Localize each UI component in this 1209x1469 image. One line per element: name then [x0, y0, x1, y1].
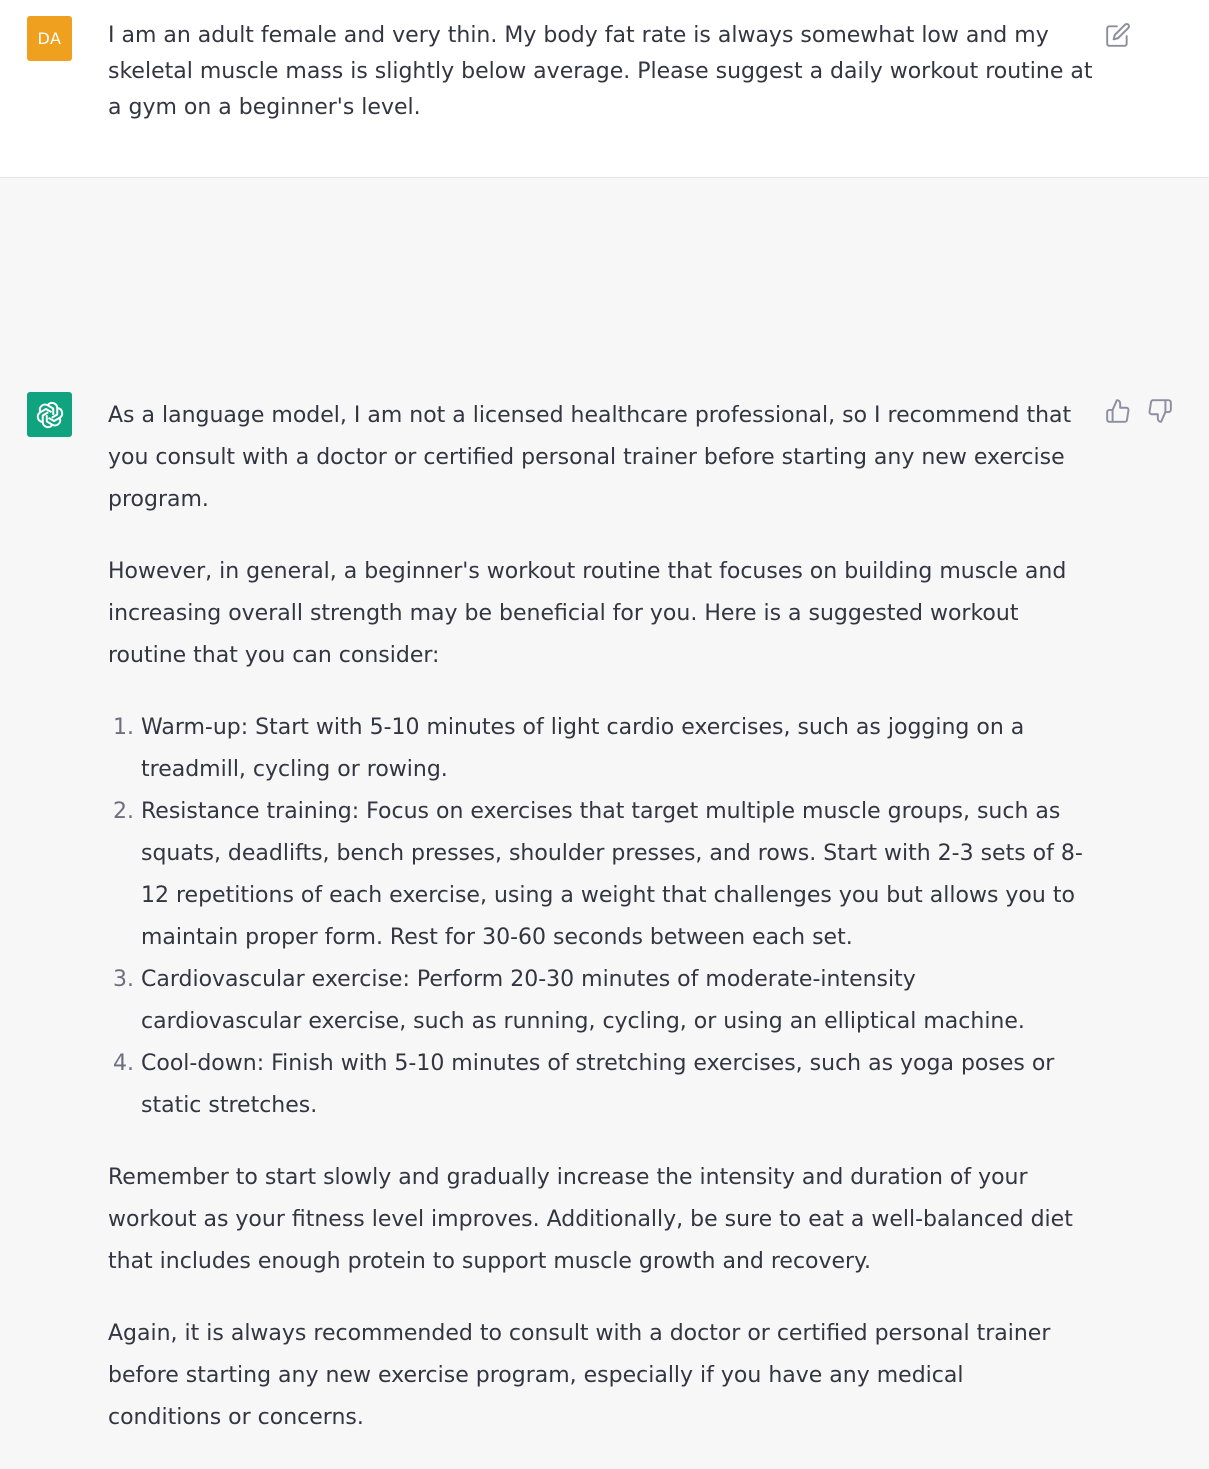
- workout-steps-list: [108, 707, 1083, 1127]
- assistant-avatar: [27, 392, 72, 437]
- list-item: 1. Warm-up: Start with 5-10 minutes of light cardio exercises, such as jogging on a treadmill, cycling or rowing.: [141, 707, 1083, 791]
- intro-paragraph: As a language model, I am not a licensed healthcare professional, so I recommend that you consult with a doctor or certified personal trainer before starting any new exercise program.: [108, 403, 1072, 512]
- closing-paragraph: Again, it is always recommended to consult with a doctor or certified personal trainer before starting any new exercise program, especially if you have any medical conditions or concerns.: [108, 1321, 1051, 1430]
- list-item: 2. Resistance training: Focus on exercises that target multiple muscle groups, such as squats, deadlifts, bench presses, shoulder presses, and rows. Start with 2-3 sets of 8-12 repetitions of each exercise, using a weight that challenges you but allows you to maintain proper form. Rest for 30-60 seconds between each set.: [141, 791, 1083, 959]
- list-item: 4. Cool-down: Finish with 5-10 minutes of stretching exercises, such as yoga poses or static stretches.: [141, 1043, 1083, 1127]
- thumbs-down-icon[interactable]: [1147, 398, 1173, 424]
- edit-icon[interactable]: [1105, 22, 1131, 48]
- openai-logo-icon: [35, 400, 65, 430]
- closing-paragraph: Remember to start slowly and gradually increase the intensity and duration of your workout as your fitness level improves. Additionally, be sure to eat a well-balanced diet that includes enough protein to support muscle growth and recovery.: [108, 1165, 1073, 1274]
- user-avatar: DA: [27, 16, 72, 61]
- list-item: 3. Cardiovascular exercise: Perform 20-30 minutes of moderate-intensity cardiovascular exercise, such as running, cycling, or using an elliptical machine.: [141, 959, 1083, 1043]
- intro-paragraph: However, in general, a beginner's workout routine that focuses on building muscle and increasing overall strength may be beneficial for you. Here is a suggested workout routine that you can consider:: [108, 559, 1067, 668]
- thumbs-up-icon[interactable]: [1105, 398, 1131, 424]
- user-message-row: [0, 0, 1209, 178]
- assistant-message-row: [0, 178, 1209, 1430]
- assistant-message-text: [108, 395, 1083, 1469]
- user-message-text: I am an adult female and very thin. My body fat rate is always somewhat low and my skeletal muscle mass is slightly below average. Please suggest a daily workout routine at a gym on a beginner's level.: [108, 23, 1093, 120]
